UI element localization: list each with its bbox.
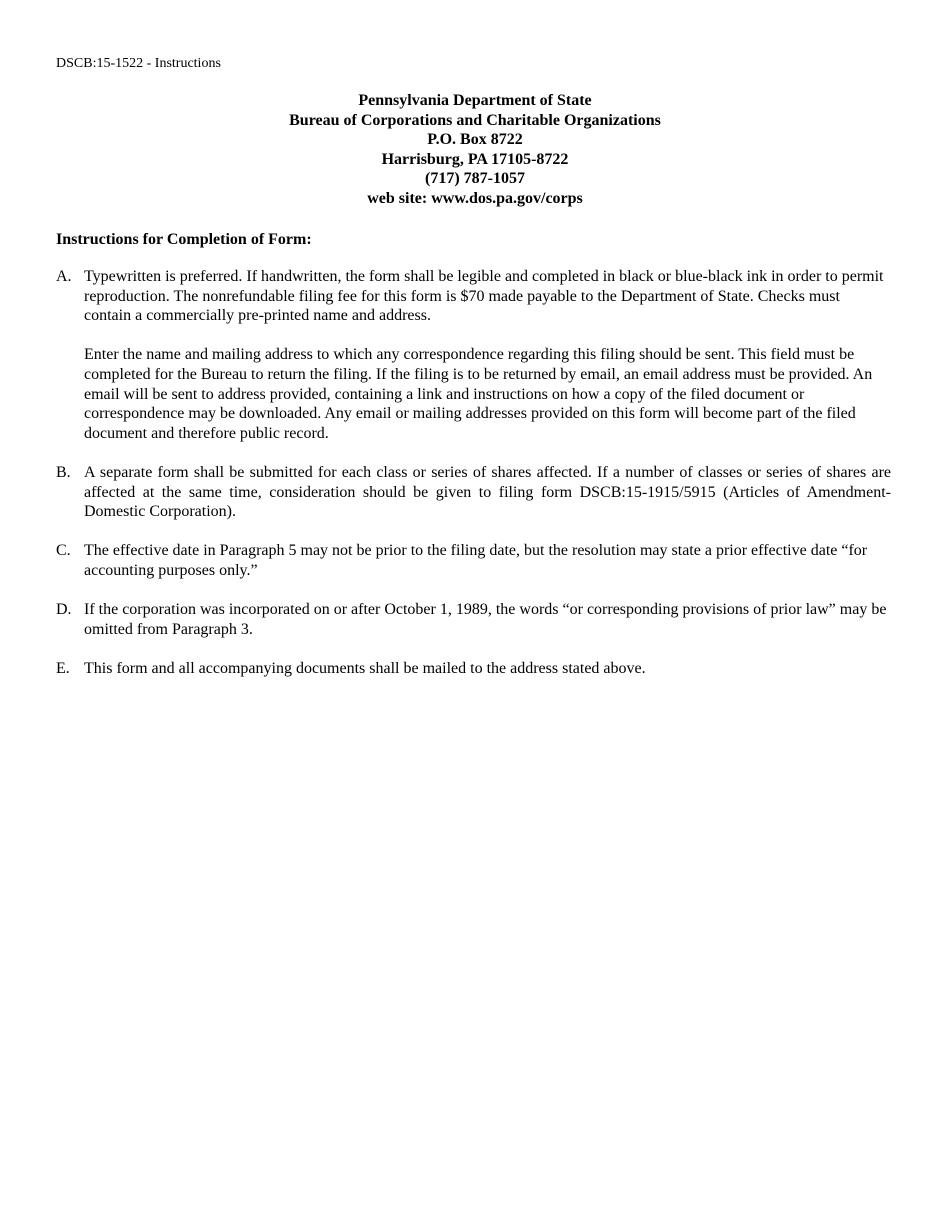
item-paragraph: Typewritten is preferred. If handwritten, the form shall be legible and completed in black or blue-black ink in order to permit reproduction. The nonrefundable filing fee for this form is $70 made payable to the Department of State. Checks must contain a commercially pre-printed name and address. (84, 268, 884, 325)
city-state-zip: Harrisburg, PA 17105-8722 (381, 150, 569, 168)
item-body (84, 600, 891, 639)
instruction-item-b (56, 463, 891, 522)
item-paragraph: This form and all accompanying documents shall be mailed to the address stated above. (84, 659, 646, 677)
item-body (84, 659, 891, 679)
item-paragraph: Enter the name and mailing address to which any correspondence regarding this filing should be sent. This field must be completed for the Bureau to return the filing. If the filing is to be returned by email, an email address must be provided. An email will be sent to address provided, containing a link and instructions on how a copy of the filed document or correspondence may be downloaded. Any email or mailing addresses provided on this form will become part of the filed document and therefore public record. (84, 346, 873, 442)
item-label: D. (56, 601, 72, 619)
bureau-name: Bureau of Corporations and Charitable Organizations (289, 111, 661, 129)
section-title: Instructions for Completion of Form: (56, 231, 312, 248)
item-label: E. (56, 659, 70, 677)
instruction-item-e (56, 659, 891, 679)
item-paragraph: The effective date in Paragraph 5 may not be prior to the filing date, but the resolution may state a prior effective date “for accounting purposes only.” (84, 542, 868, 579)
item-body (84, 267, 891, 443)
form-id: DSCB:15-1522 - Instructions (56, 56, 221, 71)
phone-number: (717) 787-1057 (425, 170, 525, 188)
item-body (84, 541, 891, 580)
item-label: A. (56, 268, 72, 285)
instruction-item-d (56, 600, 891, 639)
instructions-list (56, 267, 891, 698)
item-body (84, 463, 891, 522)
item-label: B. (56, 463, 71, 481)
agency-name: Pennsylvania Department of State (358, 92, 592, 109)
item-paragraph: A separate form shall be submitted for each class or series of shares affected. If a number of classes or series of shares are affected at the same time, consideration should be given to filing form DSCB:15-1915/5915 (Articles of Amendment-Domestic Corporation). (84, 463, 891, 521)
instruction-item-c (56, 541, 891, 580)
po-box: P.O. Box 8722 (427, 131, 523, 149)
item-paragraph: If the corporation was incorporated on or after October 1, 1989, the words “or corresponding provisions of prior law” may be omitted from Paragraph 3. (84, 601, 887, 638)
item-label: C. (56, 542, 71, 560)
instruction-item-a (56, 267, 891, 443)
agency-header (0, 91, 950, 209)
website: web site: www.dos.pa.gov/corps (367, 189, 583, 207)
